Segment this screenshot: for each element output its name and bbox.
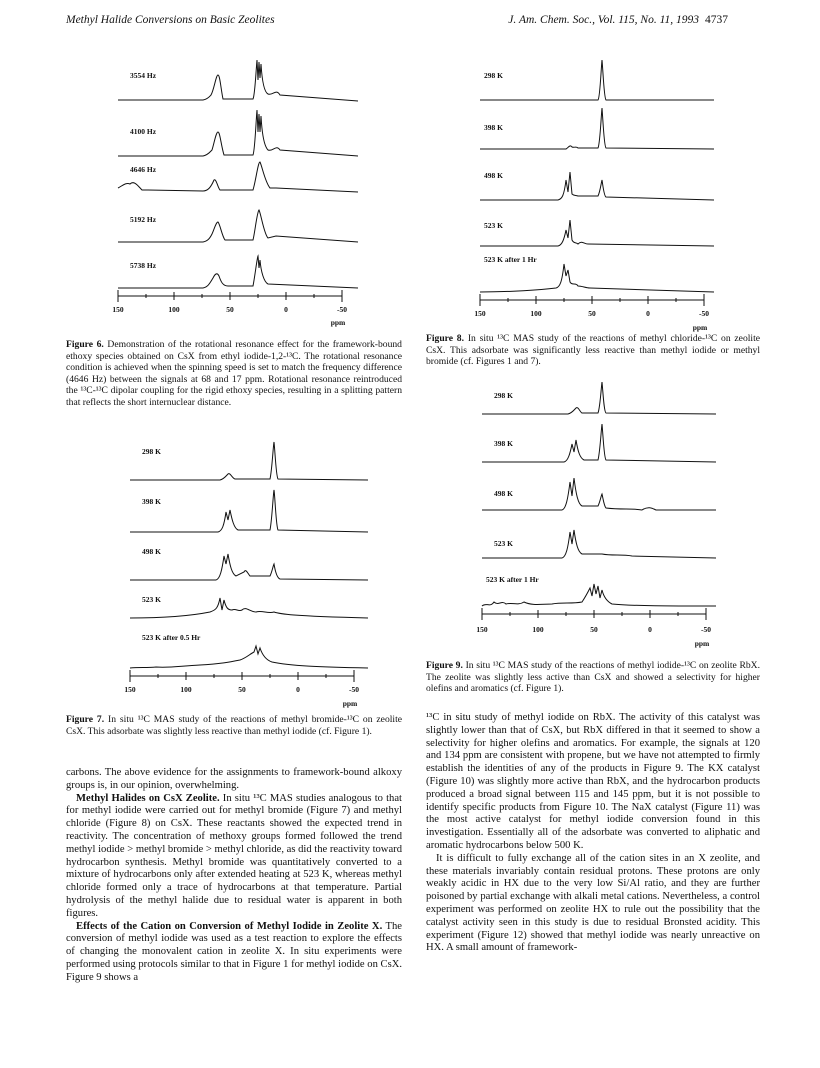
fig6-caption-text: Demonstration of the rotational resonance effect for the framework-bound ethoxy species obtained on CsX from ethyl iodide-1,2-¹³C. The rotational resonance condition is achieved when the spinning speed is set to match the frequency difference (4646 Hz) between the signals at 68 and 17 ppm. Rotational resonance reintroduced the ¹³C-¹³C dipolar coupling for the rigid ethoxy species, resulting in a splitting pattern that reflects the short internuclear distance. xyxy=(66,339,402,408)
fig7-trace-1 xyxy=(130,442,368,480)
fig7-tick-0: 0 xyxy=(296,685,300,694)
left-paragraph-3-text: The conversion of methyl iodide was used as a test reaction to explore the effects of changing the monovalent cation in zeolite X. In situ experiments were performed using protocols similar to that in Figure 1 for methyl iodide on CsX. Figure 9 shows a xyxy=(66,920,403,983)
fig6-label-1: 3554 Hz xyxy=(130,71,157,80)
fig7-label-4: 523 K xyxy=(142,595,161,604)
fig8-trace-2 xyxy=(480,108,714,149)
fig9-trace-1 xyxy=(482,382,716,414)
fig8-tick-0: 0 xyxy=(646,309,650,318)
fig6-tick-minus50: -50 xyxy=(337,305,347,314)
figure-6-spectra xyxy=(108,50,368,332)
fig6-tick-100: 100 xyxy=(168,305,180,314)
figure-9-caption xyxy=(426,660,760,695)
fig9-label-2: 398 K xyxy=(494,439,513,448)
figure-7-caption xyxy=(66,714,402,737)
fig8-trace-3 xyxy=(480,172,714,200)
fig7-trace-3 xyxy=(130,554,368,580)
fig9-tick-150: 150 xyxy=(476,625,488,634)
fig9-trace-3 xyxy=(482,478,716,510)
left-paragraph-1: carbons. The above evidence for the assignments to framework-bound alkoxy groups is, in our opinion, overwhelming. xyxy=(66,767,402,791)
fig9-axis-unit: ppm xyxy=(694,639,710,648)
section-heading-cation-effects: Effects of the Cation on Conversion of Methyl Iodide in Zeolite X. xyxy=(76,920,383,932)
fig9-label-5: 523 K after 1 Hr xyxy=(486,575,539,584)
left-paragraph-2 xyxy=(66,793,402,921)
fig9-label-3: 498 K xyxy=(494,489,513,498)
fig7-label-2: 398 K xyxy=(142,497,161,506)
fig8-tick-150: 150 xyxy=(474,309,486,318)
fig8-label-2: 398 K xyxy=(484,123,503,132)
figure-8-caption xyxy=(426,333,760,368)
fig9-trace-4 xyxy=(482,530,716,558)
fig8-trace-1 xyxy=(480,60,714,100)
journal-citation: J. Am. Chem. Soc., Vol. 115, No. 11, 1993 xyxy=(508,14,699,26)
fig9-caption-title: Figure 9. xyxy=(426,660,463,671)
fig7-trace-5 xyxy=(130,646,368,668)
fig7-tick-150: 150 xyxy=(124,685,136,694)
right-column-text xyxy=(426,712,760,955)
fig9-tick-100: 100 xyxy=(532,625,544,634)
fig6-label-4: 5192 Hz xyxy=(130,215,157,224)
fig6-caption-title: Figure 6. xyxy=(66,339,104,350)
fig8-caption-title: Figure 8. xyxy=(426,333,465,344)
fig7-tick-100: 100 xyxy=(180,685,192,694)
fig7-label-1: 298 K xyxy=(142,447,161,456)
left-paragraph-2-text: In situ ¹³C MAS studies analogous to that for methyl iodide were carried out for methyl bromide (Figure 7) and methyl chloride (Figure 8) on CsX. These reactants showed the expected trend in reactivity. The concentration of methoxy groups formed followed the trend methyl iodide > methyl bromide > methyl chloride, as did the reactivity toward hydrocarbon synthesis. Methyl bromide was quantitatively converted to a mixture of hydrocarbons only after extended heating at 523 K, whereas methyl chloride formed only a trace of hydrocarbons at that temperature. Partial hydrolysis of the methyl halide due to residual water is apparent in both figures. xyxy=(66,792,402,919)
fig6-trace-1 xyxy=(118,60,358,101)
fig8-tick-50: 50 xyxy=(588,309,596,318)
left-column-text xyxy=(66,767,402,985)
fig8-caption-text: In situ ¹³C MAS study of the reactions of methyl chloride-¹³C on zeolite CsX. This adsorbate was significantly less reactive than methyl iodide or methyl bromide (cf. Figures 1 and 7). xyxy=(426,333,760,368)
fig9-tick-minus50: -50 xyxy=(701,625,711,634)
fig8-label-5: 523 K after 1 Hr xyxy=(484,255,537,264)
fig7-label-3: 498 K xyxy=(142,547,161,556)
fig6-axis-unit: ppm xyxy=(330,318,346,327)
fig7-tick-minus50: -50 xyxy=(349,685,359,694)
fig6-tick-50: 50 xyxy=(226,305,234,314)
running-header-title: Methyl Halide Conversions on Basic Zeolites xyxy=(66,14,275,26)
fig8-label-1: 298 K xyxy=(484,71,503,80)
fig6-label-5: 5738 Hz xyxy=(130,261,157,270)
fig8-tick-100: 100 xyxy=(530,309,542,318)
fig8-trace-5 xyxy=(480,264,714,292)
fig7-trace-2 xyxy=(130,490,368,532)
fig6-label-3: 4646 Hz xyxy=(130,165,157,174)
fig9-tick-0: 0 xyxy=(648,625,652,634)
fig7-axis-unit: ppm xyxy=(342,699,358,708)
fig9-label-4: 523 K xyxy=(494,539,513,548)
fig9-label-1: 298 K xyxy=(494,391,513,400)
fig8-label-4: 523 K xyxy=(484,221,503,230)
right-paragraph-2: It is difficult to fully exchange all of the cation sites in an X zeolite, and these materials invariably contain residual protons. These protons are only weakly acidic in HX due to the very low Si/Al ratio, and they are further poisoned by partial exchange with alkali metal cations. Nevertheless, a control experiment was performed on zeolite HX to rule out the possibility that the catalyst activity seen in this study is due to residual Bronsted acidity. This experiment (Figure 12) showed that methyl iodide was nearly unreactive on HX. A small amount of framework- xyxy=(426,852,760,954)
fig9-caption-text: In situ ¹³C MAS study of the reactions of methyl iodide-¹³C on zeolite RbX. The zeolite was slightly less active than CsX and showed a selectivity for higher olefins and aromatics (cf. Figure 1). xyxy=(426,660,760,695)
figure-9-spectra xyxy=(472,382,722,656)
running-header-journal xyxy=(508,14,728,26)
fig7-trace-4 xyxy=(130,598,368,618)
fig8-label-3: 498 K xyxy=(484,171,503,180)
fig6-label-2: 4100 Hz xyxy=(130,127,157,136)
fig7-label-5: 523 K after 0.5 Hr xyxy=(142,633,201,642)
fig7-caption-title: Figure 7. xyxy=(66,714,105,725)
fig8-tick-minus50: -50 xyxy=(699,309,709,318)
fig9-tick-50: 50 xyxy=(590,625,598,634)
figure-6-caption xyxy=(66,339,402,409)
fig8-axis-unit: ppm xyxy=(692,323,708,332)
fig9-trace-2 xyxy=(482,424,716,462)
fig8-trace-4 xyxy=(480,220,714,246)
fig9-trace-5 xyxy=(482,584,716,606)
page-number: 4737 xyxy=(705,14,728,26)
fig7-caption-text: In situ ¹³C MAS study of the reactions of methyl bromide-¹³C on zeolite CsX. This adsorbate was slightly less reactive than methyl iodide (cf. Figure 1). xyxy=(66,714,402,737)
figure-7-spectra xyxy=(120,440,380,716)
left-paragraph-3 xyxy=(66,921,402,985)
fig6-tick-150: 150 xyxy=(112,305,124,314)
fig7-tick-50: 50 xyxy=(238,685,246,694)
section-heading-methyl-halides: Methyl Halides on CsX Zeolite. xyxy=(76,792,220,804)
right-paragraph-1: ¹³C in situ study of methyl iodide on RbX. The activity of this catalyst was slightly lower than that of CsX, but RbX differed in that it seemed to show a selectivity for higher olefins and aromatics. For example, the signals at 120 and 134 ppm are consistent with propene, but we have not attempted to firmly establish the identities of any of the products in Figure 9. The KX catalyst (Figure 10) was slightly more active than RbX, and the hydrocarbon products produced a broad signal between 115 and 145 ppm, but it is not possible to identify specific products from Figure 10. The NaX catalyst (Figure 11) was the most active catalyst for methyl iodide conversion found in this investigation. Essentially all of the adsorbate was converted to aliphatic and aromatic hydrocarbons below 500 K. xyxy=(426,712,760,851)
figure-8-spectra xyxy=(470,50,720,334)
fig6-tick-0: 0 xyxy=(284,305,288,314)
